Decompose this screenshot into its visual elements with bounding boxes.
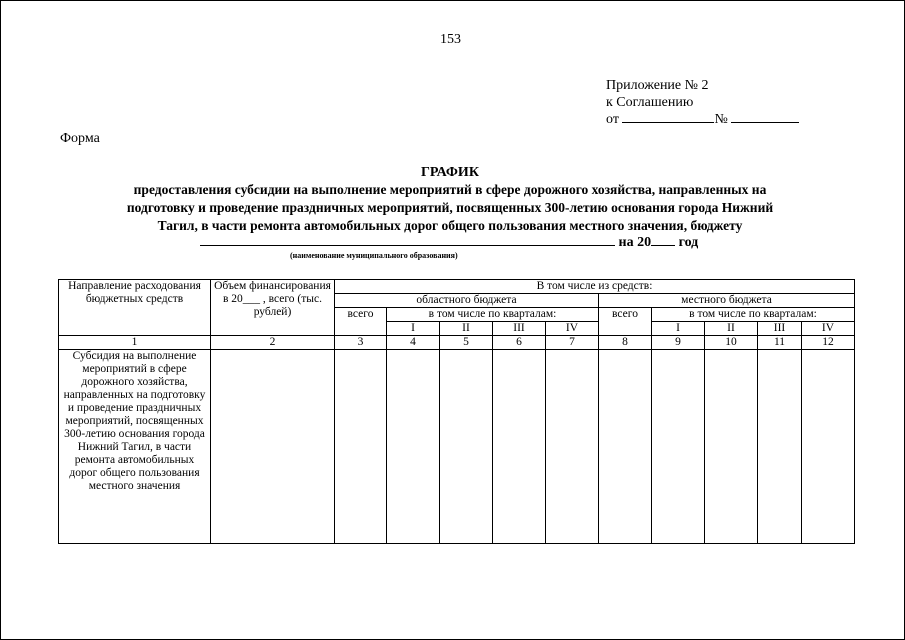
column-number: 9 — [652, 336, 705, 350]
table-cell — [599, 350, 652, 544]
header-regional-total: всего — [335, 308, 387, 336]
form-label: Форма — [60, 131, 100, 146]
table-cell — [387, 350, 440, 544]
header-local-quarters: в том числе по кварталам: — [652, 308, 855, 322]
annex-number-blank — [731, 111, 799, 123]
header-local-total: всего — [599, 308, 652, 336]
municipality-blank — [200, 234, 615, 246]
table-cell — [440, 350, 493, 544]
column-number: 7 — [546, 336, 599, 350]
annex-date-number-line — [606, 111, 799, 128]
row-description: Субсидия на выполнение мероприятий в сфере дорожного хозяйства, направленных на подготовку и проведение праздничных мероприятий, посвященных 300-летию основания города Нижний Тагил, в части ремонта автомобильных дорог общего пользования местного значения — [59, 350, 211, 544]
table-cell — [802, 350, 855, 544]
header-regional-quarters: в том числе по кварталам: — [387, 308, 599, 322]
table-cell — [493, 350, 546, 544]
table-cell — [546, 350, 599, 544]
column-number: 10 — [705, 336, 758, 350]
column-number: 6 — [493, 336, 546, 350]
quarter-header: I — [652, 322, 705, 336]
quarter-header: III — [758, 322, 802, 336]
annex-date-blank — [622, 111, 714, 123]
table-cell — [652, 350, 705, 544]
column-number: 2 — [211, 336, 335, 350]
document-title: ГРАФИК — [421, 165, 479, 180]
column-number: 4 — [387, 336, 440, 350]
quarter-header: I — [387, 322, 440, 336]
annex-from-label: от — [606, 112, 619, 127]
table-row — [59, 350, 855, 544]
year-blank — [651, 234, 675, 246]
quarter-header: IV — [802, 322, 855, 336]
quarter-header: III — [493, 322, 546, 336]
annex-line-1: Приложение № 2 — [606, 78, 709, 93]
quarter-header: IV — [546, 322, 599, 336]
budget-name-line — [200, 234, 698, 251]
table-cell — [705, 350, 758, 544]
column-number: 1 — [59, 336, 211, 350]
column-number: 3 — [335, 336, 387, 350]
budget-year-text: на 20 — [618, 235, 652, 250]
annex-number-label: № — [714, 112, 728, 127]
header-volume: Объем финансирования в 20___ , всего (тыс. рублей) — [211, 280, 335, 336]
page-number: 153 — [440, 32, 461, 47]
table-cell — [335, 350, 387, 544]
column-number: 12 — [802, 336, 855, 350]
table-cell — [211, 350, 335, 544]
header-direction: Направление расходования бюджетных средств — [59, 280, 211, 336]
annex-line-2: к Соглашению — [606, 95, 694, 110]
document-subtitle: предоставления субсидии на выполнение мероприятий в сфере дорожного хозяйства, направленных на подготовку и проведение праздничных мероприятий, посвященных 300-летию основания города Нижний Тагил, в части ремонта автомобильных дорог общего пользования местного значения, бюджету — [126, 182, 774, 233]
header-regional-budget: областного бюджета — [335, 294, 599, 308]
quarter-header: II — [705, 322, 758, 336]
quarter-header: II — [440, 322, 493, 336]
table-cell — [758, 350, 802, 544]
header-local-budget: местного бюджета — [599, 294, 855, 308]
annex-block — [606, 77, 799, 128]
budget-year-suffix: год — [678, 235, 699, 250]
municipality-caption: (наименование муниципального образования) — [290, 251, 458, 260]
column-number: 8 — [599, 336, 652, 350]
column-number: 5 — [440, 336, 493, 350]
schedule-table — [58, 279, 855, 544]
column-number: 11 — [758, 336, 802, 350]
header-including: В том числе из средств: — [335, 280, 855, 294]
